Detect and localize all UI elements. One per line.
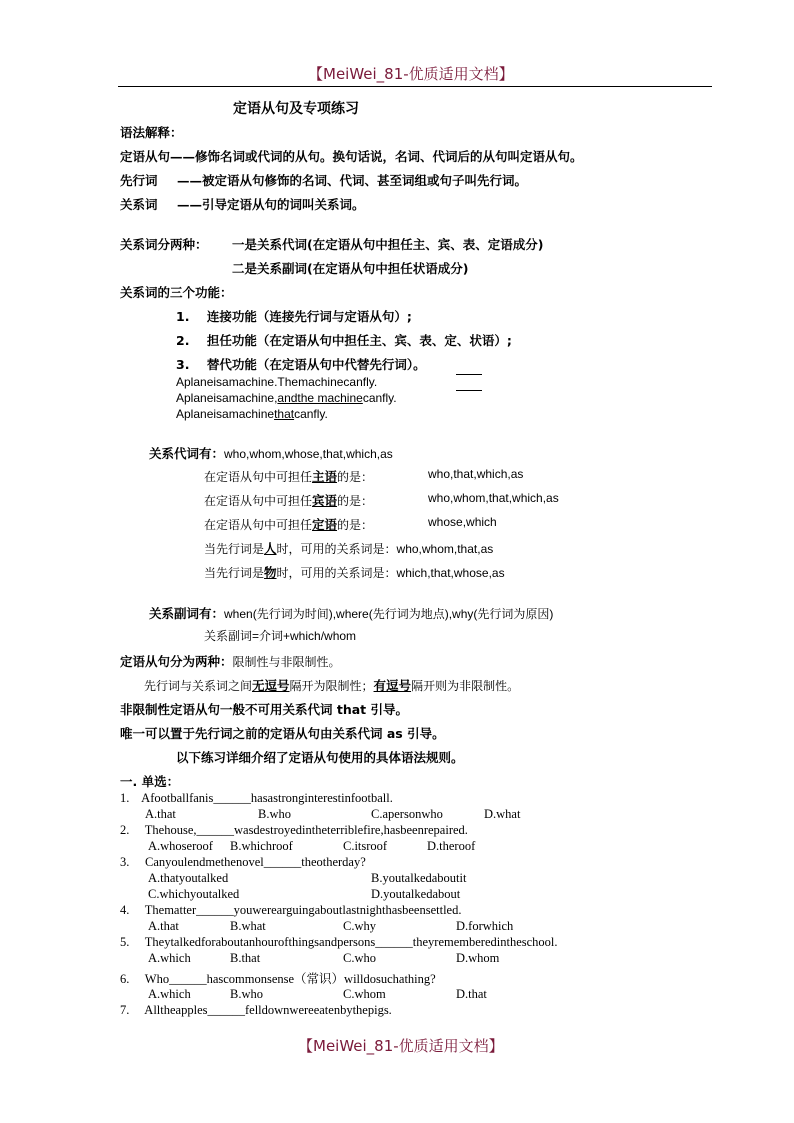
q6-option-a: A.which <box>148 987 191 1001</box>
q1-option-c: C.apersonwho <box>371 807 443 821</box>
question-5: 5. Theytalkedforaboutanhourofthingsandpersons______theyrememberedintheschool. <box>120 935 558 949</box>
rule-keyword: 物 <box>264 566 277 580</box>
page-header: 【MeiWei_81-优质适用文档】 <box>308 65 514 83</box>
rule-text: 时，可用的关系词是：which,that,whose,as <box>276 566 505 580</box>
grammar-heading: 语法解释： <box>120 125 183 140</box>
example-1-dash <box>456 374 482 375</box>
q2-option-b: B.whichroof <box>230 839 293 853</box>
adverbs-line <box>149 603 553 622</box>
rule-text: 当先行词是 <box>204 542 265 556</box>
q3-option-a: A.thatyoutalked <box>148 871 229 885</box>
example-1 <box>176 375 377 389</box>
doc-title: 定语从句及专项练习 <box>233 101 359 117</box>
page-footer: 【MeiWei_81-优质适用文档】 <box>298 1037 504 1055</box>
q6-option-d: D.that <box>456 987 487 1001</box>
example-2 <box>176 391 397 405</box>
kinds-label: 定语从句分为两种： <box>120 654 233 669</box>
q2-option-c: C.itsroof <box>343 839 388 853</box>
type-pronoun: 一是关系代词(在定语从句中担任主、宾、表、定语成分) <box>232 237 544 252</box>
example-3-b: that <box>274 407 295 421</box>
exercise-heading: 一. 单选： <box>120 774 180 789</box>
example-2-a: Aplaneisamachine, <box>176 391 278 405</box>
pronoun-rule-attributive <box>204 515 373 533</box>
example-2-dash <box>456 390 482 391</box>
question-1: 1. Afootballfanis______hasastronginterestinfootball. <box>120 791 393 805</box>
rule-text: 隔开则为非限制性。 <box>411 679 520 693</box>
question-6: 6. Who______hascommonsense（常识）willdosuchathing? <box>120 972 436 986</box>
comma-rule <box>144 676 519 694</box>
q4-option-b: B.what <box>230 919 266 933</box>
rule-keyword: 主语 <box>312 470 338 484</box>
example-3-c: canfly. <box>294 407 328 421</box>
rule-keyword: 有逗号 <box>373 679 412 693</box>
rule-text: 先行词与关系词之间 <box>144 679 253 693</box>
pronouns-label: 关系代词有： <box>149 446 225 461</box>
functions-heading: 关系词的三个功能： <box>120 285 233 300</box>
adverb-equation: 关系副词=介词+which/whom <box>204 629 357 643</box>
rule-text: 在定语从句中可担任 <box>204 470 313 484</box>
q2-option-a: A.whoseroof <box>148 839 213 853</box>
example-3 <box>176 407 328 421</box>
rule-text: 在定语从句中可担任 <box>204 518 313 532</box>
q1-option-d: D.what <box>484 807 521 821</box>
kinds-text: 限制性与非限制性。 <box>232 655 341 669</box>
relative-word-definition: ——引导定语从句的词叫关系词。 <box>177 197 365 212</box>
example-1-text: Aplaneisamachine.Themachinecanfly. <box>176 375 378 389</box>
kinds-line <box>120 651 341 670</box>
pronoun-rule-object <box>204 491 373 509</box>
question-3: 3. Canyoulendmethenovel______theotherday? <box>120 855 366 869</box>
q5-option-c: C.who <box>343 951 376 965</box>
example-2-c: canfly. <box>362 391 397 405</box>
rule-keyword: 无逗号 <box>252 679 290 693</box>
q4-option-d: D.forwhich <box>456 919 514 933</box>
pronoun-rule-person <box>204 539 493 557</box>
antecedent-definition: ——被定语从句修饰的名词、代词、甚至词组或句子叫先行词。 <box>177 173 528 188</box>
header-rule <box>118 86 712 87</box>
rule-keyword: 宾语 <box>312 494 338 508</box>
question-7: 7. Alltheapples______felldownwereeatenbythepigs. <box>120 1003 392 1017</box>
rule-text: 当先行词是 <box>204 566 265 580</box>
rule-text: 时，可用的关系词是：who,whom,that,as <box>276 542 494 556</box>
q1-option-a: A.that <box>145 807 176 821</box>
relative-word-label: 关系词 <box>120 197 158 212</box>
definition-line: 定语从句——修饰名词或代词的从句。换句话说，名词、代词后的从句叫定语从句。 <box>120 149 583 164</box>
type-adverb: 二是关系副词(在定语从句中担任状语成分) <box>232 261 469 276</box>
antecedent-label: 先行词 <box>120 173 158 188</box>
q3-option-d: D.youtalkedabout <box>371 887 461 901</box>
rule-text: 的是： <box>337 518 374 532</box>
question-4: 4. Thematter______youwerearguingaboutlastnighthasbeensettled. <box>120 903 462 917</box>
q3-option-c: C.whichyoutalked <box>148 887 240 901</box>
function-3: 3. 替代功能（在定语从句中代替先行词）。 <box>176 357 426 372</box>
rule-keyword: 人 <box>264 542 277 556</box>
rule-text: 隔开为限制性； <box>289 679 374 693</box>
q4-option-a: A.that <box>148 919 179 933</box>
q6-option-b: B.who <box>230 987 263 1001</box>
types-label: 关系词分两种： <box>120 237 208 252</box>
q4-option-c: C.why <box>343 919 376 933</box>
q6-option-c: C.whom <box>343 987 386 1001</box>
adverbs-list: when(先行词为时间),where(先行词为地点),why(先行词为原因) <box>224 607 554 621</box>
pronouns-line <box>149 443 393 462</box>
rule-text: 的是： <box>337 470 374 484</box>
nonrestrictive-rule: 非限制性定语从句一般不可用关系代词 that 引导。 <box>120 702 408 717</box>
pronoun-rule-attributive-value: whose,which <box>428 515 497 529</box>
q1-option-b: B.who <box>258 807 291 821</box>
q5-option-a: A.which <box>148 951 191 965</box>
q2-option-d: D.theroof <box>427 839 476 853</box>
as-rule: 唯一可以置于先行词之前的定语从句由关系代词 as 引导。 <box>120 726 445 741</box>
q5-option-d: D.whom <box>456 951 500 965</box>
function-2: 2. 担任功能（在定语从句中担任主、宾、表、定、状语）; <box>176 333 512 348</box>
pronoun-rule-subject <box>204 467 373 485</box>
pronoun-rule-thing <box>204 563 505 581</box>
pronouns-list: who,whom,whose,that,which,as <box>224 447 393 461</box>
example-2-b: andthe machine <box>277 391 363 405</box>
rule-text: 的是： <box>337 494 374 508</box>
pronoun-rule-subject-value: who,that,which,as <box>428 467 524 481</box>
pronoun-rule-object-value: who,whom,that,which,as <box>428 491 559 505</box>
adverbs-label: 关系副词有： <box>149 606 225 621</box>
q3-option-b: B.youtalkedaboutit <box>371 871 467 885</box>
question-2: 2. Thehouse,______wasdestroyedintheterriblefire,hasbeenrepaired. <box>120 823 468 837</box>
q5-option-b: B.that <box>230 951 261 965</box>
rule-keyword: 定语 <box>312 518 338 532</box>
rule-text: 在定语从句中可担任 <box>204 494 313 508</box>
function-1: 1. 连接功能（连接先行词与定语从句）; <box>176 309 412 324</box>
exercise-intro: 以下练习详细介绍了定语从句使用的具体语法规则。 <box>176 750 464 765</box>
example-3-a: Aplaneisamachine <box>176 407 275 421</box>
